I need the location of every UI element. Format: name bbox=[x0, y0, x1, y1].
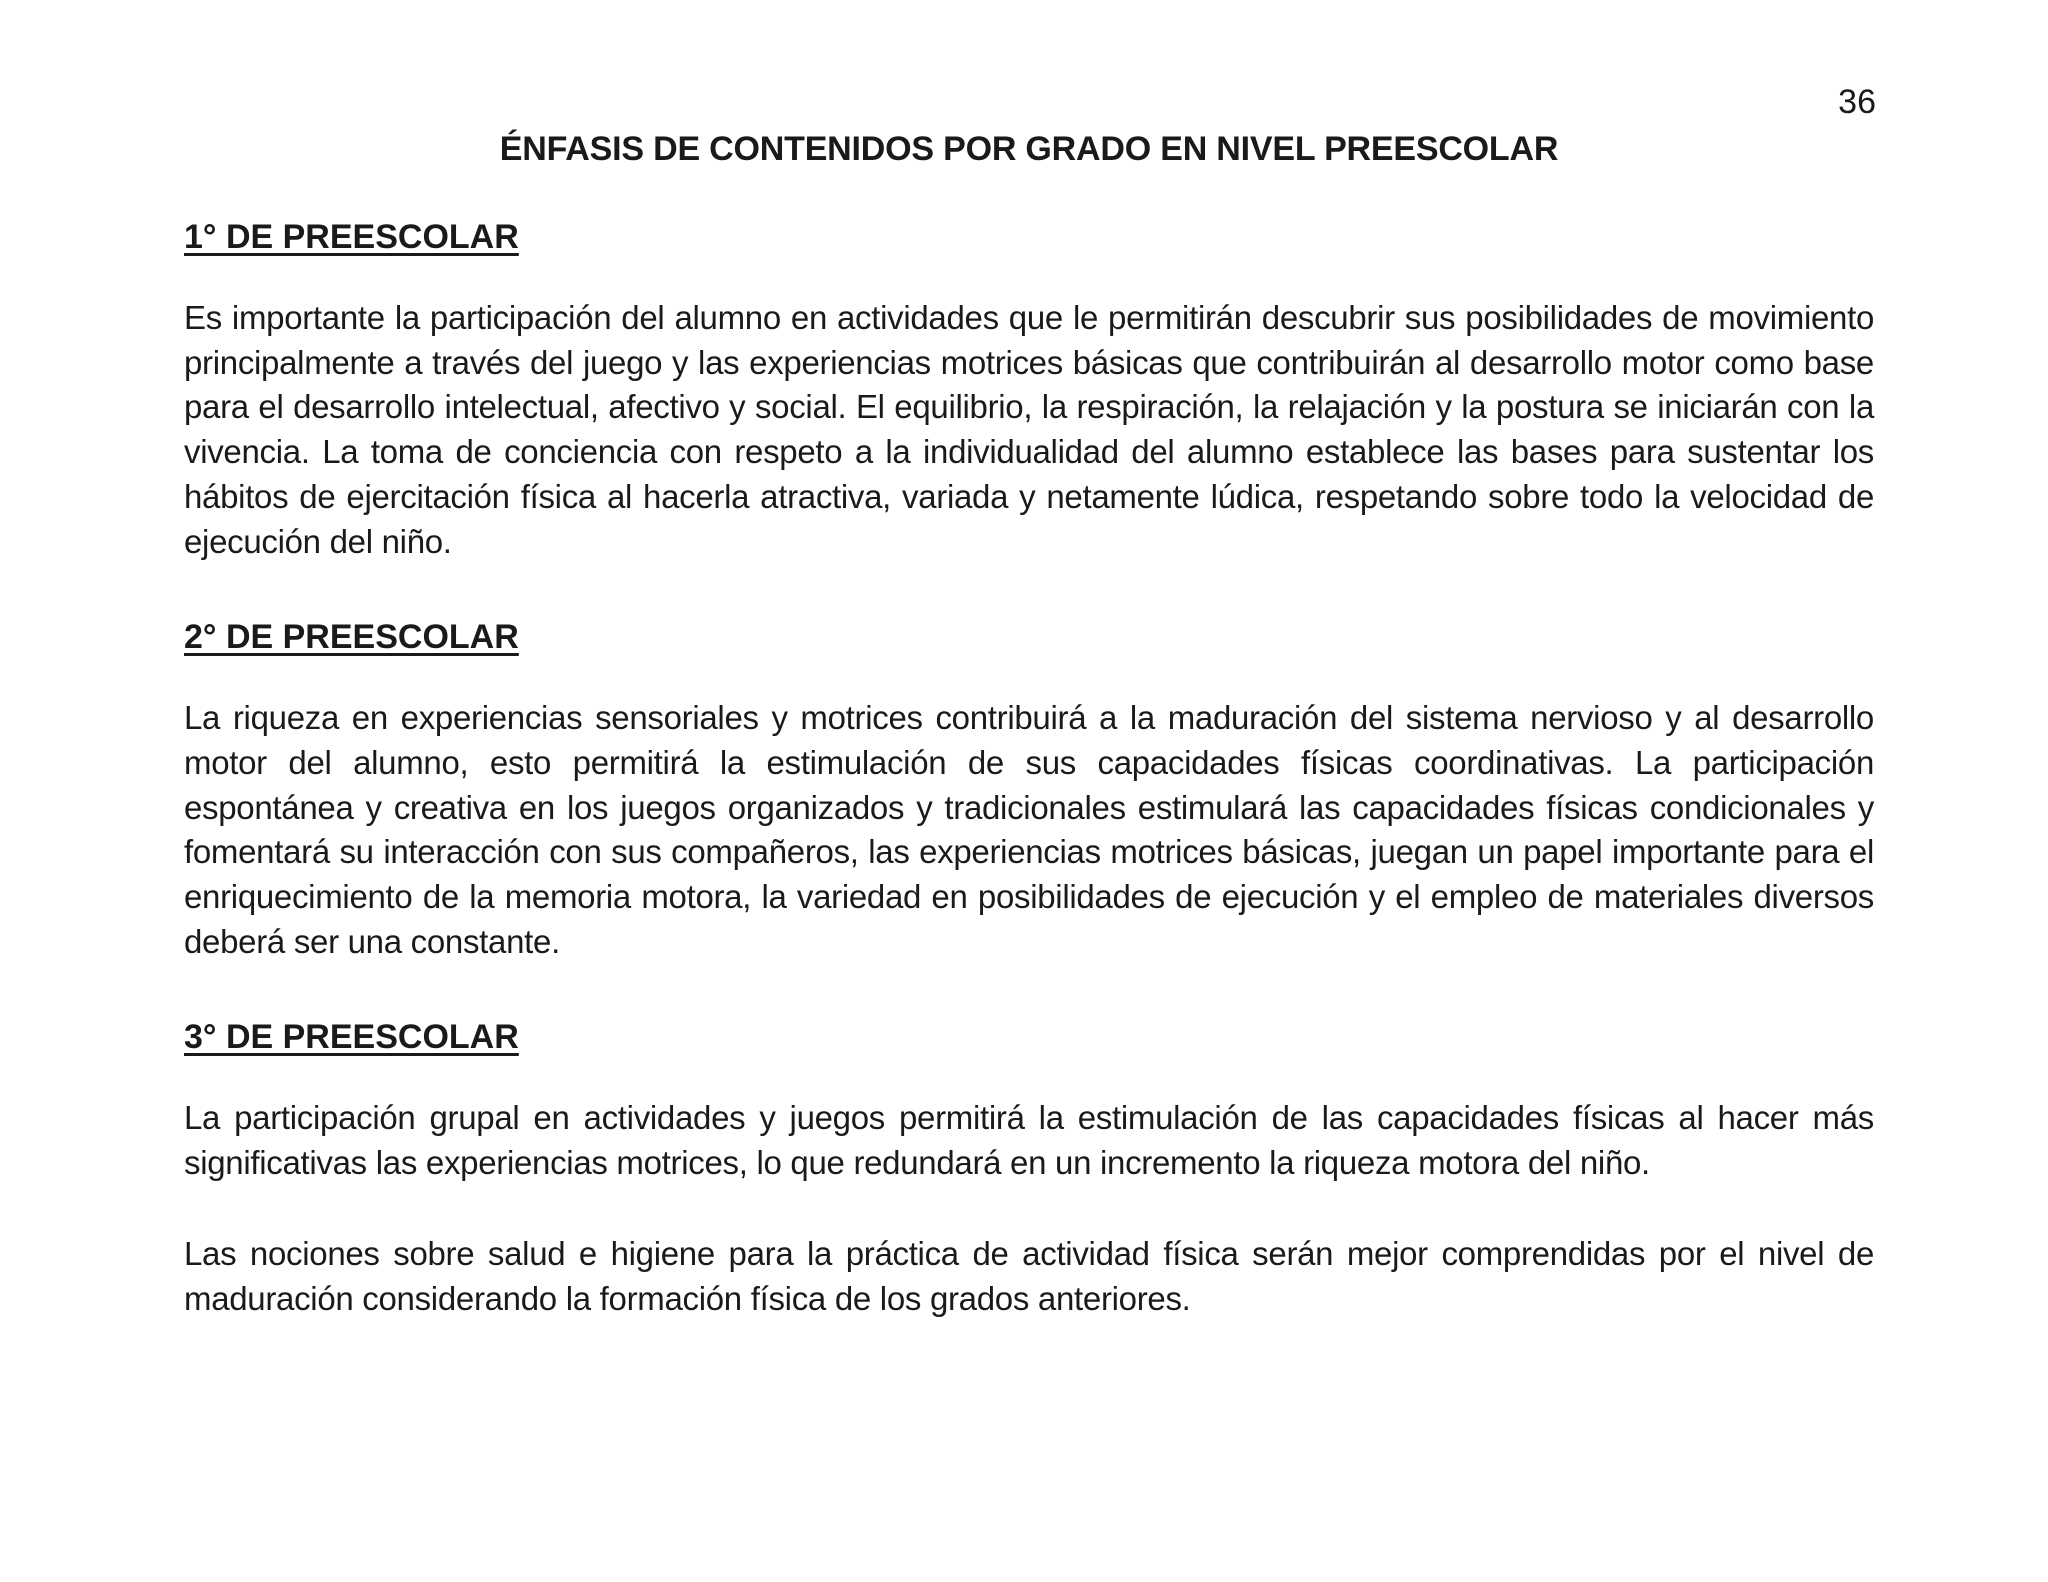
section-paragraph: Las nociones sobre salud e higiene para la práctica de actividad física serán mejor comprendidas por el nivel de maduración considerando la formación física de los grados anteriores. bbox=[184, 1234, 1874, 1317]
section-third-grade bbox=[184, 1016, 1874, 1321]
section-first-grade bbox=[184, 216, 1874, 564]
page-number: 36 bbox=[1838, 83, 1876, 121]
section-heading: 1° DE PREESCOLAR bbox=[184, 218, 519, 256]
section-heading: 3° DE PREESCOLAR bbox=[184, 1018, 519, 1057]
section-paragraph: La riqueza en experiencias sensoriales y motrices contribuirá a la maduración del sistema nervioso y al desarrollo motor del alumno, esto permitirá la estimulación de sus capacidades físicas coordinativas. La participación espontánea y creativa en los juegos organizados y tradicionales estimulará las capacidades físicas condicionales y fomentará su interacción con sus compañeros, las experiencias motrices básicas, juegan un papel importante para el enriquecimiento de la memoria motora, la variedad en posibilidades de ejecución y el empleo de materiales diversos deberá ser una constante. bbox=[184, 699, 1874, 960]
section-second-grade bbox=[184, 616, 1874, 964]
section-heading: 2° DE PREESCOLAR bbox=[184, 618, 519, 657]
document-title: ÉNFASIS DE CONTENIDOS POR GRADO EN NIVEL PREESCOLAR bbox=[499, 130, 1559, 168]
section-paragraph: Es importante la participación del alumno en actividades que le permitirán descubrir sus posibilidades de movimiento principalmente a través del juego y las experiencias motrices básicas que contribuirán al desarrollo motor como base para el desarrollo intelectual, afectivo y social. El equilibrio, la respiración, la relajación y la postura se iniciarán con la vivencia. La toma de conciencia con respeto a la individualidad del alumno establece las bases para sustentar los hábitos de ejercitación física al hacerla atractiva, variada y netamente lúdica, respetando sobre todo la velocidad de ejecución del niño. bbox=[184, 299, 1874, 560]
page-content bbox=[184, 128, 1874, 1373]
section-paragraph: La participación grupal en actividades y juegos permitirá la estimulación de las capacidades físicas al hacer más significativas las experiencias motrices, lo que redundará en un incremento la riqueza motora del niño. bbox=[184, 1099, 1874, 1182]
